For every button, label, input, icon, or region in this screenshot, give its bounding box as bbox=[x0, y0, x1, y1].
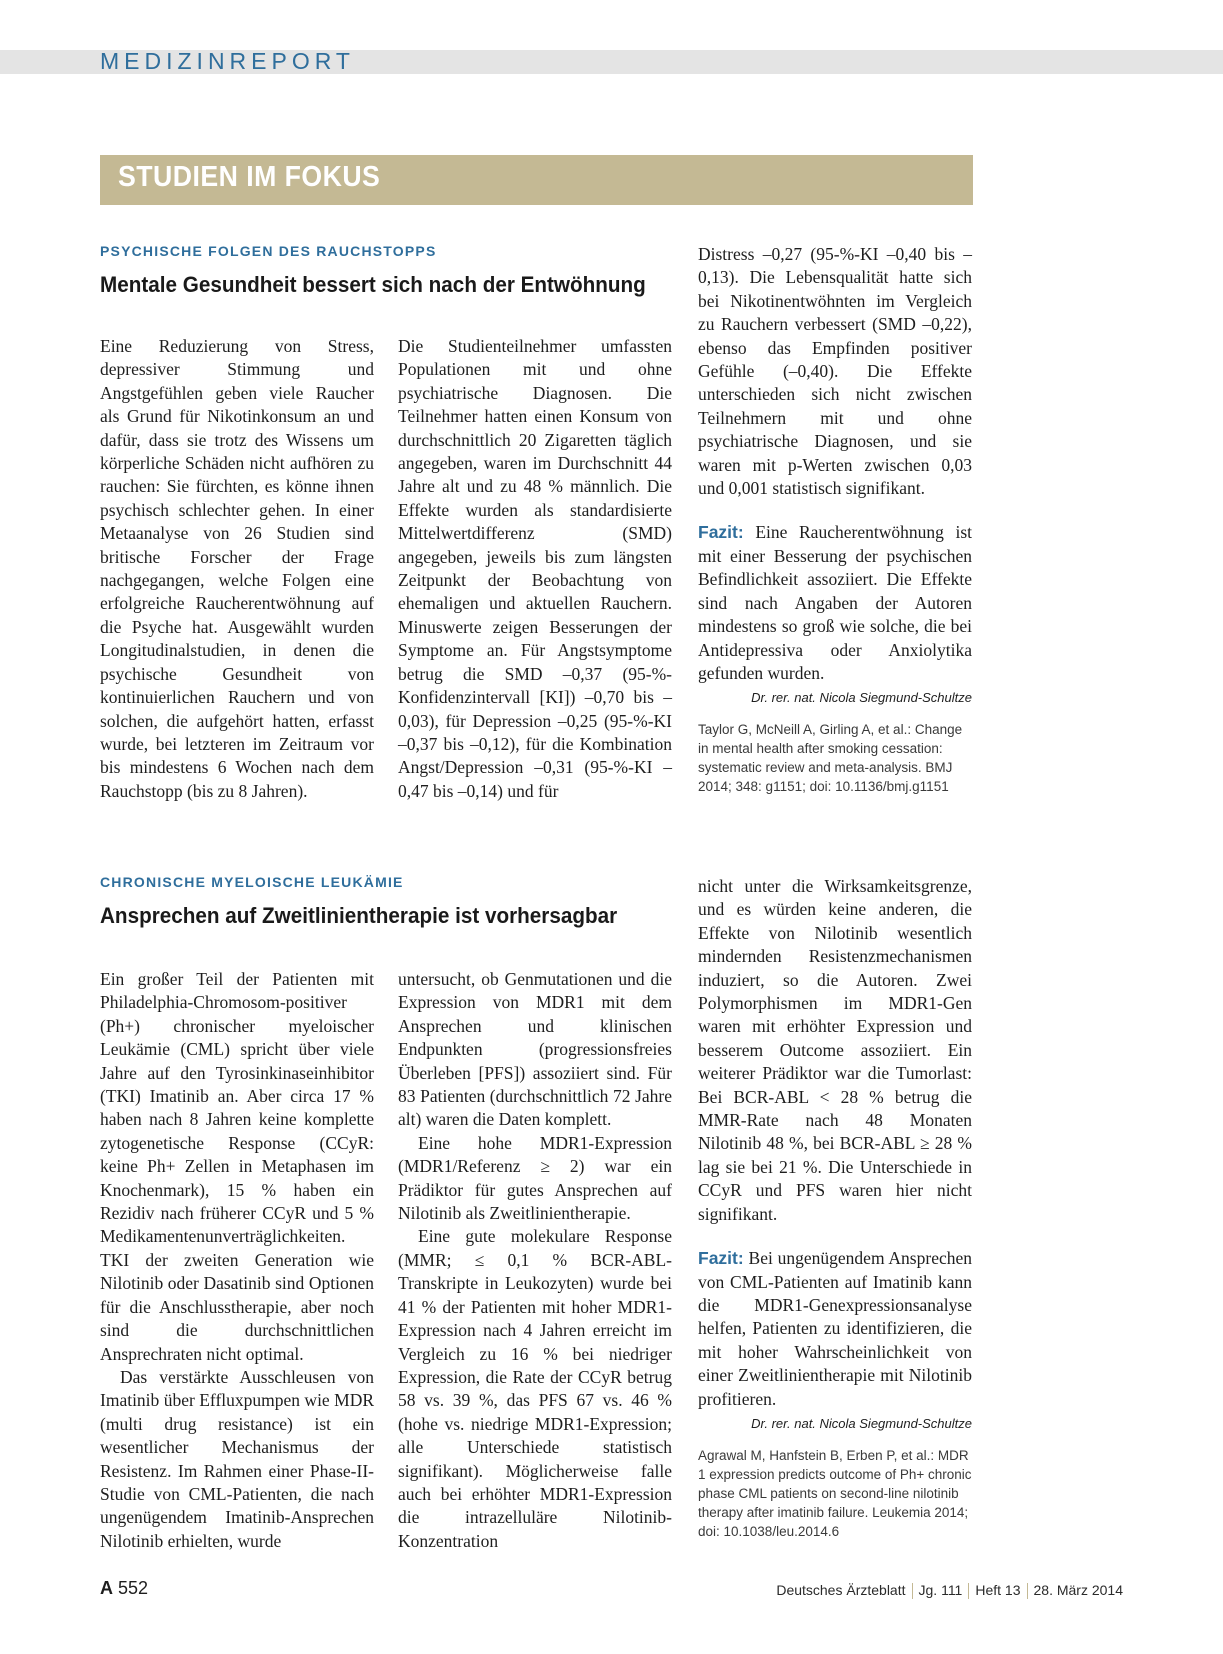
separator bbox=[912, 1583, 913, 1599]
article1-fazit bbox=[698, 521, 972, 685]
article1-column3 bbox=[698, 243, 972, 796]
article1-kicker: PSYCHISCHE FOLGEN DES RAUCHSTOPPS bbox=[100, 243, 437, 259]
fazit-label: Fazit: bbox=[698, 522, 744, 543]
article1-paragraph: Eine Reduzierung von Stress, depressiver Stimmung und Angstgefühlen geben viele Raucher als Grund für Nikotinkonsum an und dafür, dass sie trotz des Wissens um körperliche Schäden nicht aufhören zu rauchen: Sie fürchten, es könne ihnen psychisch schlechter gehen. In einer Metaanalyse von 26 Studien sind britische Forscher der Frage nachgegangen, welche Folgen eine erfolgreiche Raucherentwöhnung auf die Psyche hat. Ausgewählt wurden Longitudinalstudien, in denen die psychische Gesundheit von kontinuierlichen Rauchern und von solchen, die aufgehört hatten, erfasst wurde, bei letzteren im Zeitraum vor bis mindestens 6 Wochen nach dem Rauchstopp (bis zu 8 Jahren). bbox=[100, 336, 374, 801]
article2-paragraph: nicht unter die Wirksamkeitsgrenze, und es würden keine anderen, die Effekte von Nilotinib wesentlich mindernden Resistenzmechanismen induziert, so die Autoren. Zwei Polymorphismen im MDR1-Gen waren mit erhöhter Expression und besserem Outcome assoziiert. Ein weiterer Prädiktor war die Tumorlast: Bei BCR-ABL < 28 % betrug die MMR-Rate nach 48 Monaten Nilotinib 48 %, bei BCR-ABL ≥ 28 % lag sie bei 21 %. Die Unterschiede in CCyR und PFS waren hier nicht signifikant. bbox=[698, 876, 972, 1224]
fazit-text: Bei ungenügendem Ansprechen von CML-Patienten auf Imatinib kann die MDR1-Genexpressionsanalyse helfen, Patienten zu identifizieren, die mit hoher Wahrscheinlichkeit von einer Zweitlinientherapie mit Nilotinib profitieren. bbox=[698, 1248, 972, 1409]
separator bbox=[1027, 1583, 1028, 1599]
section-label: MEDIZINREPORT bbox=[100, 48, 355, 74]
journal-info bbox=[776, 1582, 1123, 1599]
fazit-label: Fazit: bbox=[698, 1248, 744, 1269]
fazit-text: Eine Raucherentwöhnung ist mit einer Besserung der psychischen Befindlichkeit assoziiert. Die Effekte sind nach Angaben der Autoren mindestens so groß wie solche, die bei Antidepressiva oder Anxiolytika gefunden wurden. bbox=[698, 522, 972, 683]
journal-issue: Heft 13 bbox=[975, 1582, 1021, 1598]
section-banner bbox=[100, 155, 973, 205]
article1-column2 bbox=[398, 335, 672, 803]
article2-paragraph: Eine gute molekulare Response (MMR; ≤ 0,1 % BCR-ABL-Transkripte in Leukozyten) wurde bei 41 % der Patienten mit hoher MDR1-Expression nach 4 Jahren erreicht im Vergleich zu 16 % bei niedriger Expression, die Rate der CCyR betrug 58 vs. 39 %, das PFS 67 vs. 46 % (hohe vs. niedrige MDR1-Expression; alle Unterschiede statistisch signifikant). Möglicherweise falle auch bei erhöhter MDR1-Expression die intrazelluläre Nilotinib-Konzentration bbox=[398, 1226, 672, 1551]
page-number bbox=[100, 1578, 148, 1599]
article2-headline: Ansprechen auf Zweitlinientherapie ist vorhersagbar bbox=[100, 903, 618, 928]
article2-author: Dr. rer. nat. Nicola Siegmund-Schultze bbox=[751, 1415, 972, 1431]
article2-column1 bbox=[100, 968, 374, 1553]
section-banner-title: STUDIEN IM FOKUS bbox=[118, 161, 381, 193]
article1-paragraph: Die Studienteilnehmer umfassten Populationen mit und ohne psychiatrische Diagnosen. Die Teilnehmer hatten einen Konsum von durchschnittlich 20 Zigaretten täglich angegeben, waren im Durchschnitt 44 Jahre alt und zu 48 % männlich. Die Effekte wurden als standardisierte Mittelwertdifferenz (SMD) angegeben, jeweils bis zum längsten Zeitpunkt der Beobachtung von ehemaligen und aktuellen Rauchern. Minuswerte zeigen Besserungen der Symptome an. Für Angstsymptome betrug die SMD –0,37 (95-%-Konfidenzintervall [KI]) –0,70 bis –0,03), für Depression –0,25 (95-%-KI –0,37 bis –0,12), für die Kombination Angst/Depression –0,31 (95-%-KI –0,47 bis –0,14) und für bbox=[398, 336, 672, 801]
separator bbox=[968, 1583, 969, 1599]
article2-column2 bbox=[398, 968, 672, 1553]
journal-volume: Jg. 111 bbox=[918, 1582, 963, 1598]
page-prefix: A bbox=[100, 1578, 113, 1598]
article2-reference: Agrawal M, Hanfstein B, Erben P, et al.: MDR 1 expression predicts outcome of Ph+ chronic phase CML patients on second-line nilotinib therapy after imatinib failure. Leukemia 2014; doi: 10.1038/leu.2014.6 bbox=[698, 1447, 972, 1539]
article2-paragraph: Das verstärkte Ausschleusen von Imatinib über Effluxpumpen wie MDR (multi drug resistance) ist ein wesentlicher Mechanismus der Resistenz. Im Rahmen einer Phase-II-Studie von CML-Patienten, die nach ungenügendem Imatinib-Ansprechen Nilotinib erhielten, wurde bbox=[100, 1366, 374, 1551]
article1-paragraph: Distress –0,27 (95-%-KI –0,40 bis –0,13). Die Lebensqualität hatte sich bei Nikotinentwöhnten im Vergleich zu Rauchern verbessert (SMD –0,22), ebenso das Empfinden positiver Gefühle (–0,40). Die Effekte unterschieden sich nicht zwischen Teilnehmern mit und ohne psychiatrische Diagnosen, und sie waren mit p-Werten zwischen 0,03 und 0,001 statistisch signifikant. bbox=[698, 244, 972, 499]
article1-headline: Mentale Gesundheit bessert sich nach der Entwöhnung bbox=[100, 272, 646, 297]
article2-paragraph: Ein großer Teil der Patienten mit Philadelphia-Chromosom-positiver (Ph+) chronischer myeloischer Leukämie (CML) spricht über viele Jahre auf den Tyrosinkinaseinhibitor (TKI) Imatinib an. Aber circa 17 % haben nach 8 Jahren keine komplette zytogenetische Response (CCyR: keine Ph+ Zellen in Metaphasen im Knochenmark), 15 % haben ein Rezidiv nach früherer CCyR und 5 % Medikamentenunverträglichkeiten. TKI der zweiten Generation wie Nilotinib oder Dasatinib sind Optionen für die Anschlusstherapie, aber noch sind die durchschnittlichen Ansprechraten nicht optimal. bbox=[100, 969, 374, 1364]
article2-fazit bbox=[698, 1247, 972, 1411]
article1-reference: Taylor G, McNeill A, Girling A, et al.: Change in mental health after smoking cessation: systematic review and meta-analysis. BMJ 2014; 348: g1151; doi: 10.1136/bmj.g1151 bbox=[698, 722, 963, 795]
article2-kicker: CHRONISCHE MYELOISCHE LEUKÄMIE bbox=[100, 874, 404, 890]
article2-paragraph: Eine hohe MDR1-Expression (MDR1/Referenz ≥ 2) war ein Prädiktor für gutes Ansprechen auf Nilotinib als Zweitlinientherapie. bbox=[398, 1132, 672, 1224]
journal-name: Deutsches Ärzteblatt bbox=[776, 1582, 906, 1598]
journal-date: 28. März 2014 bbox=[1033, 1582, 1123, 1598]
article1-author: Dr. rer. nat. Nicola Siegmund-Schultze bbox=[751, 690, 972, 706]
article1-column1 bbox=[100, 335, 374, 803]
article2-paragraph: untersucht, ob Genmutationen und die Expression von MDR1 mit dem Ansprechen und klinischen Endpunkten (progressionsfreies Überleben [PFS]) assoziiert sind. Für 83 Patienten (durchschnittlich 72 Jahre alt) waren die Daten komplett. bbox=[398, 969, 672, 1130]
page-number-value: 552 bbox=[118, 1578, 149, 1598]
article2-column3 bbox=[698, 875, 972, 1541]
